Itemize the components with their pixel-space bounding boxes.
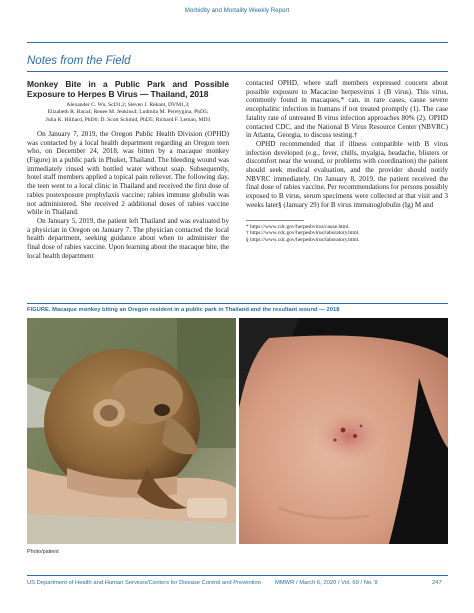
paragraph-4: OPHD recommended that if illness compatible with B virus infection developed (e.g., fever, chills, myalgia, headache, blisters or discomfort near the wound, or problems with coordination) the patient should seek medical evaluation, and the provider should notify NBVRC immediately. On January 8, 2019, the patient received the final dose of rabies vaccine. Per recommendations for persons possibly exposed to B virus, serum specimens were collected at that visit and 3 weeks later§ (January 29) for B virus immunoglobulin (Ig) M and [246,139,448,209]
header-rule [27,42,448,43]
authors-line-1: Alexander C. Wu, ScD1,2; Steven J. Rekant, DVM1,3; [66,102,190,108]
photo-credit: Photo/patient [27,549,59,555]
footer-separator: / [295,580,300,586]
footer-separator: / [360,580,364,586]
article-title: Monkey Bite in a Public Park and Possible Exposure to Herpes B Virus — Thailand, 2018 [27,79,229,99]
figure-caption: FIGURE. Macaque monkey biting an Oregon resident in a public park in Thailand and the resultant wound — 2018 [27,307,340,313]
footer-journal-info [275,580,378,586]
paragraph-3: contacted OPHD, where staff members expressed concern about possible exposure to Macacine herpesvirus 1 (B virus). This virus, commonly found in macaques,* can, in rare cases, cause severe encephalitic infection in humans if not treated promptly (1). The case fatality rate of untreated B virus infection approaches 80% (2). OPHD contacted CDC, and the National B Virus Resource Center (NBVRC) in Atlanta, Georgia, to discuss testing.† [246,79,448,140]
footer-agency: US Department of Health and Human Services/Centers for Disease Control and Prevention [27,580,261,586]
figure-rule [27,303,448,304]
footer-separator: / [337,580,342,586]
footer-date: March 6, 2020 [299,580,337,586]
footnote-2: † https://www.cdc.gov/herpesbvirus/laboratory.html. [246,230,360,237]
running-header: Morbidity and Mortality Weekly Report [184,7,290,14]
wound-photo-illustration [239,318,448,544]
paragraph-2: On January 5, 2019, the patient left Thailand and was evaluated by a physician in Oregon on January 7. The physician contacted the local health department, seeking guidance about when to administer the final dose of rabies vaccine. Upon learning about the macaque bite, the local health department [27,216,229,260]
footer-rule [27,575,448,576]
author-list [27,102,229,124]
paragraph-1: On January 7, 2019, the Oregon Public Health Division (OPHD) was contacted by a local health department regarding an Oregon teen who, on December 24, 2018, was bitten by a macaque monkey (Figure) in a public park in Phuket, Thailand. The bleeding wound was immediately rinsed with bottled water without soap. Subsequently, hotel staff members applied a topical pain reliever. The following day, the teen went to a local clinic in Thailand and received the first dose of rabies postexposure prophylaxis vaccine; rabies immune globulin was not administered. She received 2 additional doses of rabies vaccine while in Thailand. [27,129,229,217]
section-rule [27,71,448,72]
footnote-3: § https://www.cdc.gov/herpesbvirus/laboratory.html. [246,237,360,244]
footer-journal: MMWR [275,580,295,586]
right-column [246,79,448,244]
footnote-rule [246,220,304,221]
authors-line-2: Elizabeth R. Baca4; Renee M. Jenkins4; Ludmila M. Perelygina, PhD5; [47,109,209,116]
left-column [27,79,229,260]
wound-photo [239,318,448,544]
section-title: Notes from the Field [27,55,131,67]
page-number: 247 [432,580,442,586]
monkey-photo [27,318,236,544]
footer-volume: Vol. 69 [341,580,359,586]
authors-line-3: Julia K. Hilliard, PhD6; D. Scott Schmid, PhD5; Richard F. Leman, MD3 [45,116,211,123]
footer-number: No. 9 [363,580,378,586]
footnote-1: * https://www.cdc.gov/herpesbvirus/cause.html. [246,223,350,230]
monkey-photo-illustration [27,318,236,544]
